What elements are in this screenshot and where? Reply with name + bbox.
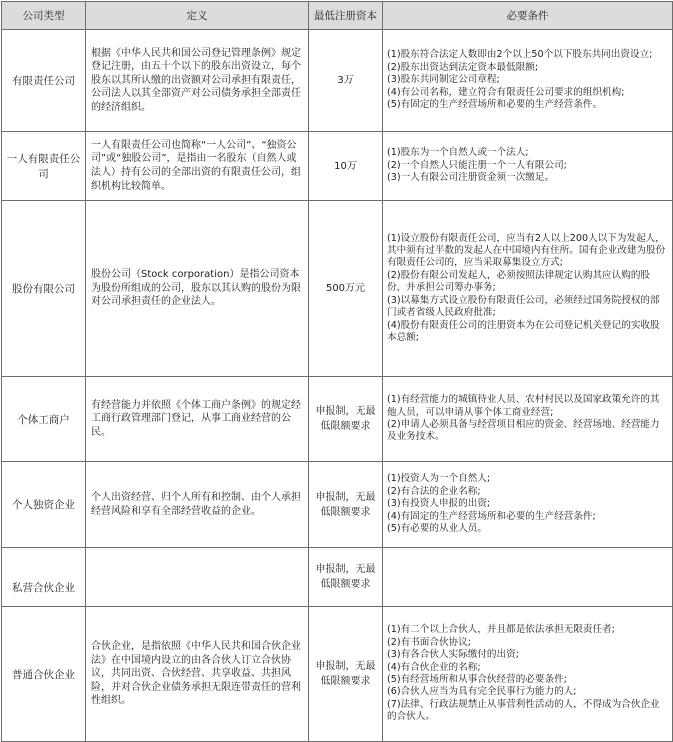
table-row xyxy=(2,30,673,132)
condition-item: (2)股东出资达到法定资本最低限额; xyxy=(387,61,539,73)
condition-item: (3)有各合伙人实际缴付的出资; xyxy=(387,649,519,661)
company-type-cell: 个人独资企业 xyxy=(2,462,86,548)
company-type-cell: 私营合伙企业 xyxy=(2,548,86,607)
condition-item: (3)一人有限公司注册资金须一次缴足。 xyxy=(387,172,555,184)
definition-cell: 合伙企业，是指依照《中华人民共和国合伙企业法》在中国境内设立的由各合伙人订立合伙协议，共同出资、合伙经营、共享收益、共担风险，并对合伙企业债务承担无限连带责任的营利性组织。 xyxy=(86,607,309,742)
table-row xyxy=(2,462,673,548)
min-capital-cell: 申报制，无最低限额要求 xyxy=(309,377,383,462)
min-capital-cell: 500万元 xyxy=(309,201,383,377)
condition-item: (3)有投资人申报的出资; xyxy=(387,498,491,510)
conditions-cell xyxy=(383,132,673,201)
condition-item: (7)法律、行政法规禁止从事营利性活动的人，不得成为合伙企业的合伙人。 xyxy=(387,698,660,723)
min-capital-cell: 申报制，无最低限额要求 xyxy=(309,548,383,607)
company-type-cell: 一人有限责任公司 xyxy=(2,132,86,201)
condition-item: (2)一个自然人只能注册一个一人有限公司; xyxy=(387,159,567,171)
header-definition: 定义 xyxy=(86,2,309,30)
table-row xyxy=(2,607,673,742)
condition-item: (5)有固定的生产经营场所和必要的生产经营条件。 xyxy=(387,99,603,111)
condition-item: (6)合伙人应当为具有完全民事行为能力的人; xyxy=(387,686,577,698)
condition-item: (1)投资人为一个自然人; xyxy=(387,473,491,485)
company-types-table xyxy=(1,1,673,742)
conditions-cell xyxy=(383,377,673,462)
min-capital-cell: 3万 xyxy=(309,30,383,132)
condition-item: (5)有必要的从业人员。 xyxy=(387,523,487,535)
condition-item: (1)有经营能力的城镇待业人员、农村村民以及国家政策允许的其他人员，可以申请从事个体工商业经营; xyxy=(387,394,660,418)
condition-item: (4)股份有限责任公司的注册资本为在公司登记机关登记的实收股本总额; xyxy=(387,319,660,343)
condition-item: (1)股东符合法定人数即由2个以上50个以下股东共同出资设立; xyxy=(387,49,653,61)
company-type-cell: 股份有限公司 xyxy=(2,201,86,377)
min-capital-cell: 10万 xyxy=(309,132,383,201)
header-company-type: 公司类型 xyxy=(2,2,86,30)
definition-cell: 一人有限责任公司也简称“一人公司”、“独资公司”或“独股公司”，是指由一名股东（自然人或法人）持有公司的全部出资的有限责任公司，组织机构比较简单。 xyxy=(86,132,309,201)
condition-item: (2)有合法的企业名称; xyxy=(387,485,481,497)
conditions-cell xyxy=(383,462,673,548)
definition-cell: 股份公司（Stock corporation）是指公司资本为股份所组成的公司，股东以其认购的股份为限对公司承担责任的企业法人。 xyxy=(86,201,309,377)
min-capital-cell: 申报制，无最低限额要求 xyxy=(309,462,383,548)
conditions-cell xyxy=(383,548,673,607)
definition-cell: 有经营能力并依照《个体工商户条例》的规定经工商行政管理部门登记，从事工商业经营的公民。 xyxy=(86,377,309,462)
definition-cell: 根据《中华人民共和国公司登记管理条例》规定登记注册，由五十个以下的股东出资设立，每个股东以其所认缴的出资额对公司承担有限责任，公司法人以其全部资产对公司债务承担全部责任的经济组织。 xyxy=(86,30,309,132)
condition-item: (2)股份有限公司发起人，必须按照法律规定认购其应认购的股份，并承担公司筹办事务; xyxy=(387,269,651,294)
condition-item: (5)有经营场所和从事合伙经营的必要条件; xyxy=(387,674,567,685)
condition-item: (3)以募集方式设立股份有限责任公司，必须经过国务院授权的部门或者省级人民政府批准; xyxy=(387,294,660,319)
table-row xyxy=(2,377,673,462)
company-type-cell: 个体工商户 xyxy=(2,377,86,462)
condition-item: (4)有合伙企业的名称; xyxy=(387,661,481,673)
definition-cell xyxy=(86,548,309,607)
company-type-cell: 有限责任公司 xyxy=(2,30,86,132)
condition-item: (2)申请人必须具备与经营项目相应的资金、经营场地、经营能力及业务技术。 xyxy=(387,419,660,443)
table-row xyxy=(2,201,673,377)
header-conditions: 必要条件 xyxy=(383,2,673,30)
condition-item: (1)设立股份有限责任公司，应当有2人以上200人以下为发起人，其中须有过半数的发起人在中国境内有住所。国有企业改建为股份有限责任公司的，应当采取募集设立方式; xyxy=(387,232,666,269)
condition-item: (3)股东共同制定公司章程; xyxy=(387,74,500,86)
condition-item: (2)有书面合伙协议; xyxy=(387,636,471,648)
condition-item: (4)有公司名称，建立符合有限责任公司要求的组织机构; xyxy=(387,86,625,98)
table-row xyxy=(2,132,673,201)
table-header-row xyxy=(2,2,673,30)
header-min-capital: 最低注册资本 xyxy=(309,2,383,30)
conditions-cell xyxy=(383,607,673,742)
condition-item: (4)有固定的生产经营场所和必要的生产经营条件; xyxy=(387,510,596,522)
conditions-cell xyxy=(383,201,673,377)
company-type-cell: 普通合伙企业 xyxy=(2,607,86,742)
definition-cell: 个人出资经营、归个人所有和控制、由个人承担经营风险和享有全部经营收益的企业。 xyxy=(86,462,309,548)
condition-item: (1)有二个以上合伙人，并且都是依法承担无限责任者; xyxy=(387,624,615,636)
table-row xyxy=(2,548,673,607)
min-capital-cell: 申报制，无最低限额要求 xyxy=(309,607,383,742)
condition-item: (1)股东为一个自然人或一个法人; xyxy=(387,147,529,159)
conditions-cell xyxy=(383,30,673,132)
